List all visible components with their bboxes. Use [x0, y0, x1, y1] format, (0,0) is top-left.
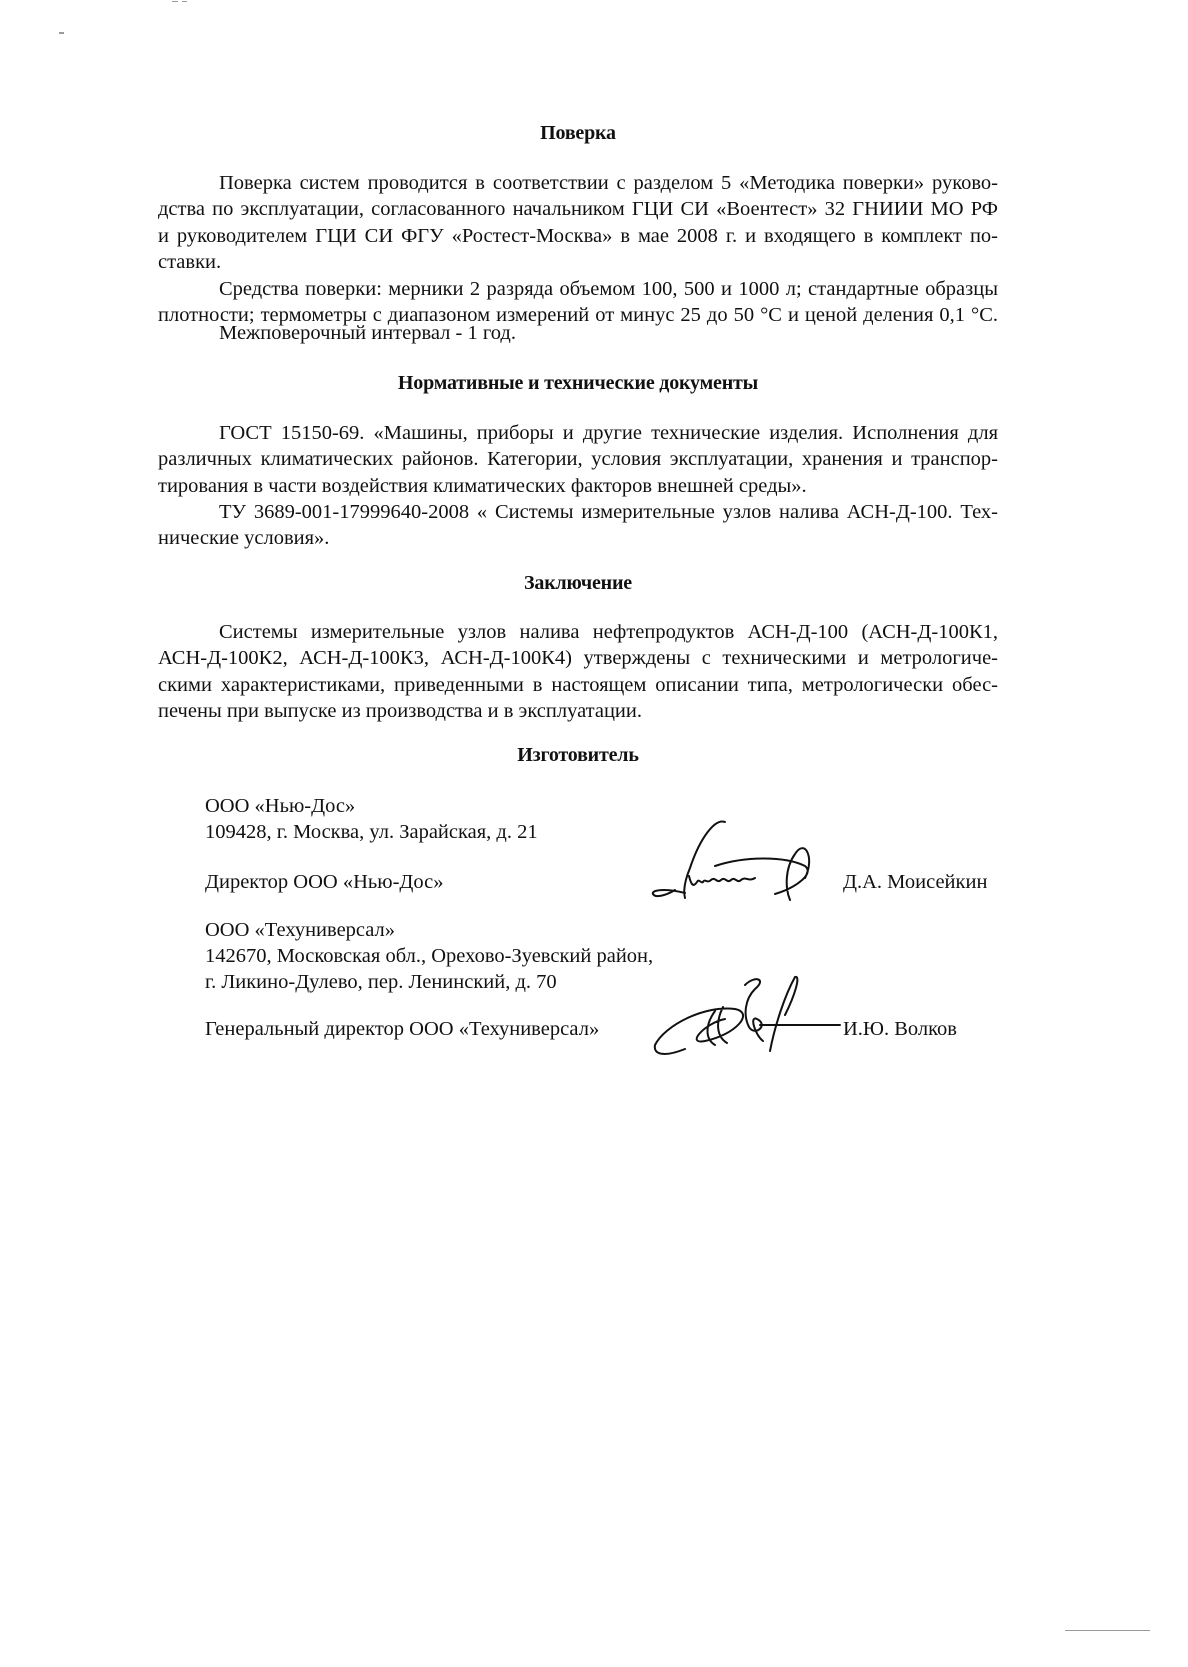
text-line: тирования в части воздействия климатических факторов внешней среды».: [158, 474, 807, 497]
verification-paragraph-3: [158, 320, 998, 346]
text-line: Межповерочный интервал - 1 год.: [219, 322, 516, 344]
company1-signer-name: Д.А. Моисейкин: [843, 871, 988, 893]
text-line: Средства поверки: мерники 2 разряда объемом 100, 500 и 1000 л; стандартные образцы: [219, 278, 998, 300]
text-line: и руководителем ГЦИ СИ ФГУ «Ростест-Москва» в мае 2008 г. и входящего в комплект по-: [158, 224, 998, 247]
company1-address: 109428, г. Москва, ул. Зарайская, д. 21: [205, 821, 538, 843]
text-line: ставки.: [158, 251, 222, 274]
section-title-normative: Нормативные и технические документы: [397, 372, 759, 394]
company2-address-line1: 142670, Московская обл., Орехово-Зуевский район,: [205, 945, 654, 967]
text-line: различных климатических районов. Категории, условия эксплуатации, хранения и транспор-: [158, 448, 998, 471]
company2-signer-role: Генеральный директор ООО «Техуниверсал»: [205, 1018, 600, 1040]
text-line: Поверка систем проводится в соответствии с разделом 5 «Методика поверки» руково-: [219, 172, 998, 194]
text-line: ТУ 3689-001-17999640-2008 « Системы измерительные узлов налива АСН-Д-100. Тех-: [219, 501, 998, 523]
normative-paragraph-1: [158, 420, 998, 499]
verification-paragraph-1: [158, 170, 998, 276]
text-line: плотности; термометры с диапазоном измерений от минус 25 до 50 °С и ценой деления 0,1 °С.: [158, 304, 998, 327]
text-line: Системы измерительные узлов налива нефтепродуктов АСН-Д-100 (АСН-Д-100К1,: [219, 621, 998, 643]
section-title-manufacturer: Изготовитель: [517, 744, 639, 766]
company2-signer-name: И.Ю. Волков: [843, 1018, 957, 1040]
text-line: печены при выпуске из производства и в эксплуатации.: [158, 700, 642, 723]
scan-artifact: [172, 1, 178, 2]
section-title-verification: Поверка: [540, 122, 616, 144]
normative-paragraph-2: [158, 499, 998, 552]
company1-name: ООО «Нью-Дос»: [205, 795, 356, 817]
text-line: нические условия».: [158, 527, 330, 550]
scan-artifact: [1065, 1630, 1150, 1631]
section-title-conclusion: Заключение: [524, 572, 632, 594]
company2-name: ООО «Техуниверсал»: [205, 919, 396, 941]
text-line: ГОСТ 15150-69. «Машины, приборы и другие технические изделия. Исполнения для: [219, 422, 998, 444]
text-line: дства по эксплуатации, согласованного начальником ГЦИ СИ «Воентест» 32 ГНИИИ МО РФ: [158, 198, 998, 221]
company2-address-line2: г. Ликино-Дулево, пер. Ленинский, д. 70: [205, 971, 557, 993]
signature-moiseikin: [645, 818, 845, 908]
text-line: АСН-Д-100К2, АСН-Д-100К3, АСН-Д-100К4) утверждены с техническими и метрологиче-: [158, 647, 998, 670]
scan-artifact: [182, 1, 187, 2]
signature-volkov: [645, 975, 845, 1065]
conclusion-paragraph: [158, 619, 998, 725]
text-line: скими характеристиками, приведенными в настоящем описании типа, метрологически обес-: [158, 673, 998, 696]
company1-signer-role: Директор ООО «Нью-Дос»: [205, 871, 444, 893]
scan-artifact: [59, 32, 64, 34]
